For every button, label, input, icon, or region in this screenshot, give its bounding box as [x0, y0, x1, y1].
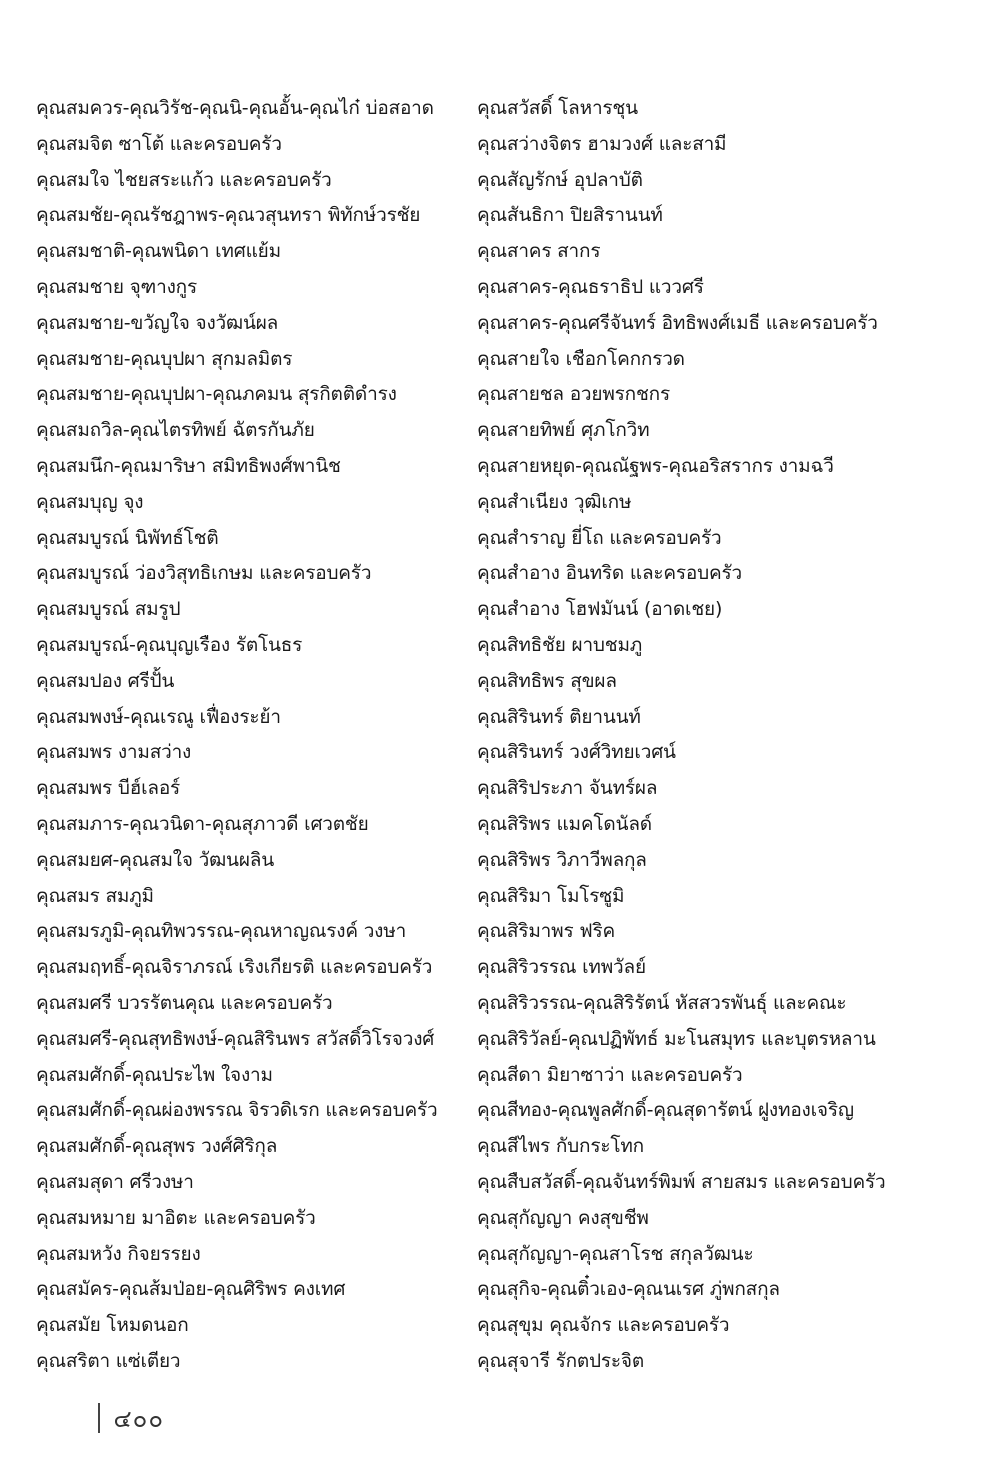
name-entry: คุณสมชาย-ขวัญใจ จงวัฒน์ผล [36, 311, 279, 334]
name-entry: คุณสำอาง อินทริด และครอบครัว [477, 562, 742, 585]
name-entry: คุณสมบุญ จุง [36, 490, 144, 513]
name-entry: คุณสิทธิชัย ผาบชมภู [477, 633, 643, 656]
name-entry: คุณสมชัย-คุณรัชฎาพร-คุณวสุนทรา พิทักษ์วรชัย [36, 204, 421, 227]
name-entry: คุณสมชาย-คุณบุปผา-คุณภคมน สุรกิตติดำรง [36, 383, 397, 406]
name-list-right-column [477, 91, 977, 1380]
page-number: ๔๐๐ [113, 1404, 164, 1433]
page-footer [98, 1402, 164, 1434]
name-entry: คุณสัญรักษ์ อุปลาบัติ [477, 168, 643, 191]
name-entry: คุณสายใจ เชือกโคกกรวด [477, 347, 685, 370]
name-entry: คุณสว่างจิตร ฮามวงศ์ และสามี [477, 132, 727, 155]
name-entry: คุณสริตา แซ่เตียว [36, 1349, 181, 1372]
name-entry: คุณสายทิพย์ ศุภโกวิท [477, 419, 650, 442]
name-entry: คุณสีดา มิยาซาว่า และครอบครัว [477, 1063, 743, 1086]
name-list-left-column [36, 91, 466, 1380]
name-entry: คุณสมพร บีฮ์เลอร์ [36, 777, 181, 800]
name-entry: คุณสมปอง ศรีปั้น [36, 669, 175, 692]
name-entry: คุณสมศักดิ์-คุณผ่องพรรณ จิรวดิเรก และครอบครัว [36, 1099, 438, 1122]
name-entry: คุณสมหมาย มาอิตะ และครอบครัว [36, 1206, 316, 1229]
name-entry: คุณสมหวัง กิจยรรยง [36, 1242, 201, 1265]
name-entry: คุณสาคร สากร [477, 240, 601, 263]
name-entry: คุณสมควร-คุณวิรัช-คุณนิ-คุณอั้น-คุณไก๋ บ่อสอาด [36, 97, 434, 119]
name-entry: คุณสิริมา โมโรซูมิ [477, 884, 625, 907]
name-entry: คุณสืบสวัสดิ์-คุณจันทร์พิมพ์ สายสมร และครอบครัว [477, 1170, 886, 1193]
footer-divider [98, 1403, 100, 1433]
name-entry: คุณสิริพร แมคโดนัลด์ [477, 812, 652, 835]
name-entry: คุณสมสุดา ศรีวงษา [36, 1170, 194, 1193]
name-entry: คุณสมบูรณ์ สมรูป [36, 598, 181, 621]
name-entry: คุณสมยศ-คุณสมใจ วัฒนผลิน [36, 848, 274, 871]
name-entry: คุณสมศรี บวรรัตนคุณ และครอบครัว [36, 991, 333, 1014]
name-entry: คุณสิรินทร์ วงศ์วิทยเวศน์ [477, 741, 676, 764]
name-entry: คุณสมัคร-คุณส้มป่อย-คุณศิริพร คงเทศ [36, 1278, 346, 1301]
name-entry: คุณสิรินทร์ ติยานนท์ [477, 705, 641, 728]
name-entry: คุณสาคร-คุณศรีจันทร์ อิทธิพงศ์เมธี และครอบครัว [477, 311, 878, 334]
name-entry: คุณสิทธิพร สุขผล [477, 669, 617, 692]
name-entry: คุณสิริประภา จันทร์ผล [477, 777, 658, 800]
name-entry: คุณสุกัญญา-คุณสาโรช สกุลวัฒนะ [477, 1242, 754, 1265]
name-entry: คุณสมัย โหมดนอก [36, 1314, 189, 1337]
name-entry: คุณสิริมาพร ฟริค [477, 920, 616, 943]
name-entry: คุณสมศรี-คุณสุทธิพงษ์-คุณสิรินพร สวัสดิ์วิโรจวงศ์ [36, 1027, 435, 1050]
name-entry: คุณสมรภูมิ-คุณทิพวรรณ-คุณหาญณรงค์ วงษา [36, 920, 407, 943]
name-entry: คุณสมชาย จุฑางกูร [36, 275, 197, 298]
name-entry: คุณสุกิจ-คุณติ๋วเอง-คุณนเรศ ภู่พกสกุล [477, 1278, 780, 1301]
name-entry: คุณสมภาร-คุณวนิดา-คุณสุภาวดี เศวตชัย [36, 812, 369, 835]
name-entry: คุณสมศักดิ์-คุณประไพ ใจงาม [36, 1063, 273, 1086]
name-entry: คุณสาคร-คุณธราธิป แววศรี [477, 275, 704, 298]
name-entry: คุณสมศักดิ์-คุณสุพร วงศ์ศิริกุล [36, 1135, 278, 1158]
name-entry: คุณสิริวรรณ-คุณสิริรัตน์ หัสสวรพันธุ์ และคณะ [477, 991, 847, 1014]
name-entry: คุณสมร สมภูมิ [36, 884, 154, 907]
name-entry: คุณสุขุม คุณจักร และครอบครัว [477, 1314, 730, 1337]
name-entry: คุณสมบูรณ์-คุณบุญเรือง รัตโนธร [36, 633, 303, 656]
name-entry: คุณสำราญ ยี่โถ และครอบครัว [477, 526, 722, 549]
name-entry: คุณสมพร งามสว่าง [36, 741, 192, 764]
name-entry: คุณสิริพร วิภาวีพลกุล [477, 848, 647, 871]
name-entry: คุณสายชล อวยพรกชกร [477, 383, 670, 406]
name-entry: คุณสุกัญญา คงสุขชีพ [477, 1206, 649, 1229]
name-entry: คุณสันธิกา ปิยสิรานนท์ [477, 204, 663, 227]
name-entry: คุณสวัสดิ์ โลหารชุน [477, 97, 638, 119]
name-entry: คุณสมชาติ-คุณพนิดา เทศแย้ม [36, 240, 281, 263]
name-entry: คุณสมพงษ์-คุณเรณู เฟื่องระย้า [36, 705, 281, 728]
name-entry: คุณสุจารี รักตประจิต [477, 1349, 644, 1372]
name-entry: คุณสายหยุด-คุณณัฐพร-คุณอริสรากร งามฉวี [477, 454, 834, 477]
name-entry: คุณสมถวิล-คุณไตรทิพย์ ฉัตรกันภัย [36, 419, 315, 442]
name-entry: คุณสมจิต ซาโต้ และครอบครัว [36, 132, 282, 155]
name-entry: คุณสมใจ ไชยสระแก้ว และครอบครัว [36, 168, 332, 191]
name-entry: คุณสีไพร กับกระโทก [477, 1135, 644, 1158]
name-entry: คุณสมชาย-คุณบุปผา สุกมลมิตร [36, 347, 293, 370]
name-entry: คุณสมฤทธิ์-คุณจิราภรณ์ เริงเกียรติ และครอบครัว [36, 956, 433, 979]
name-entry: คุณสมนึก-คุณมาริษา สมิทธิพงศ์พานิช [36, 454, 341, 477]
name-entry: คุณสำอาง โฮฟมันน์ (อาดเชย) [477, 598, 723, 621]
name-entry: คุณสิริวัลย์-คุณปฏิพัทธ์ มะโนสมุทร และบุตรหลาน [477, 1027, 876, 1050]
name-entry: คุณสำเนียง วุฒิเกษ [477, 490, 632, 513]
name-entry: คุณสิริวรรณ เทพวัลย์ [477, 956, 646, 979]
name-entry: คุณสีทอง-คุณพูลศักดิ์-คุณสุดารัตน์ ฝูงทองเจริญ [477, 1099, 854, 1122]
name-entry: คุณสมบูรณ์ นิพัทธ์โชติ [36, 526, 219, 549]
name-entry: คุณสมบูรณ์ ว่องวิสุทธิเกษม และครอบครัว [36, 562, 372, 585]
